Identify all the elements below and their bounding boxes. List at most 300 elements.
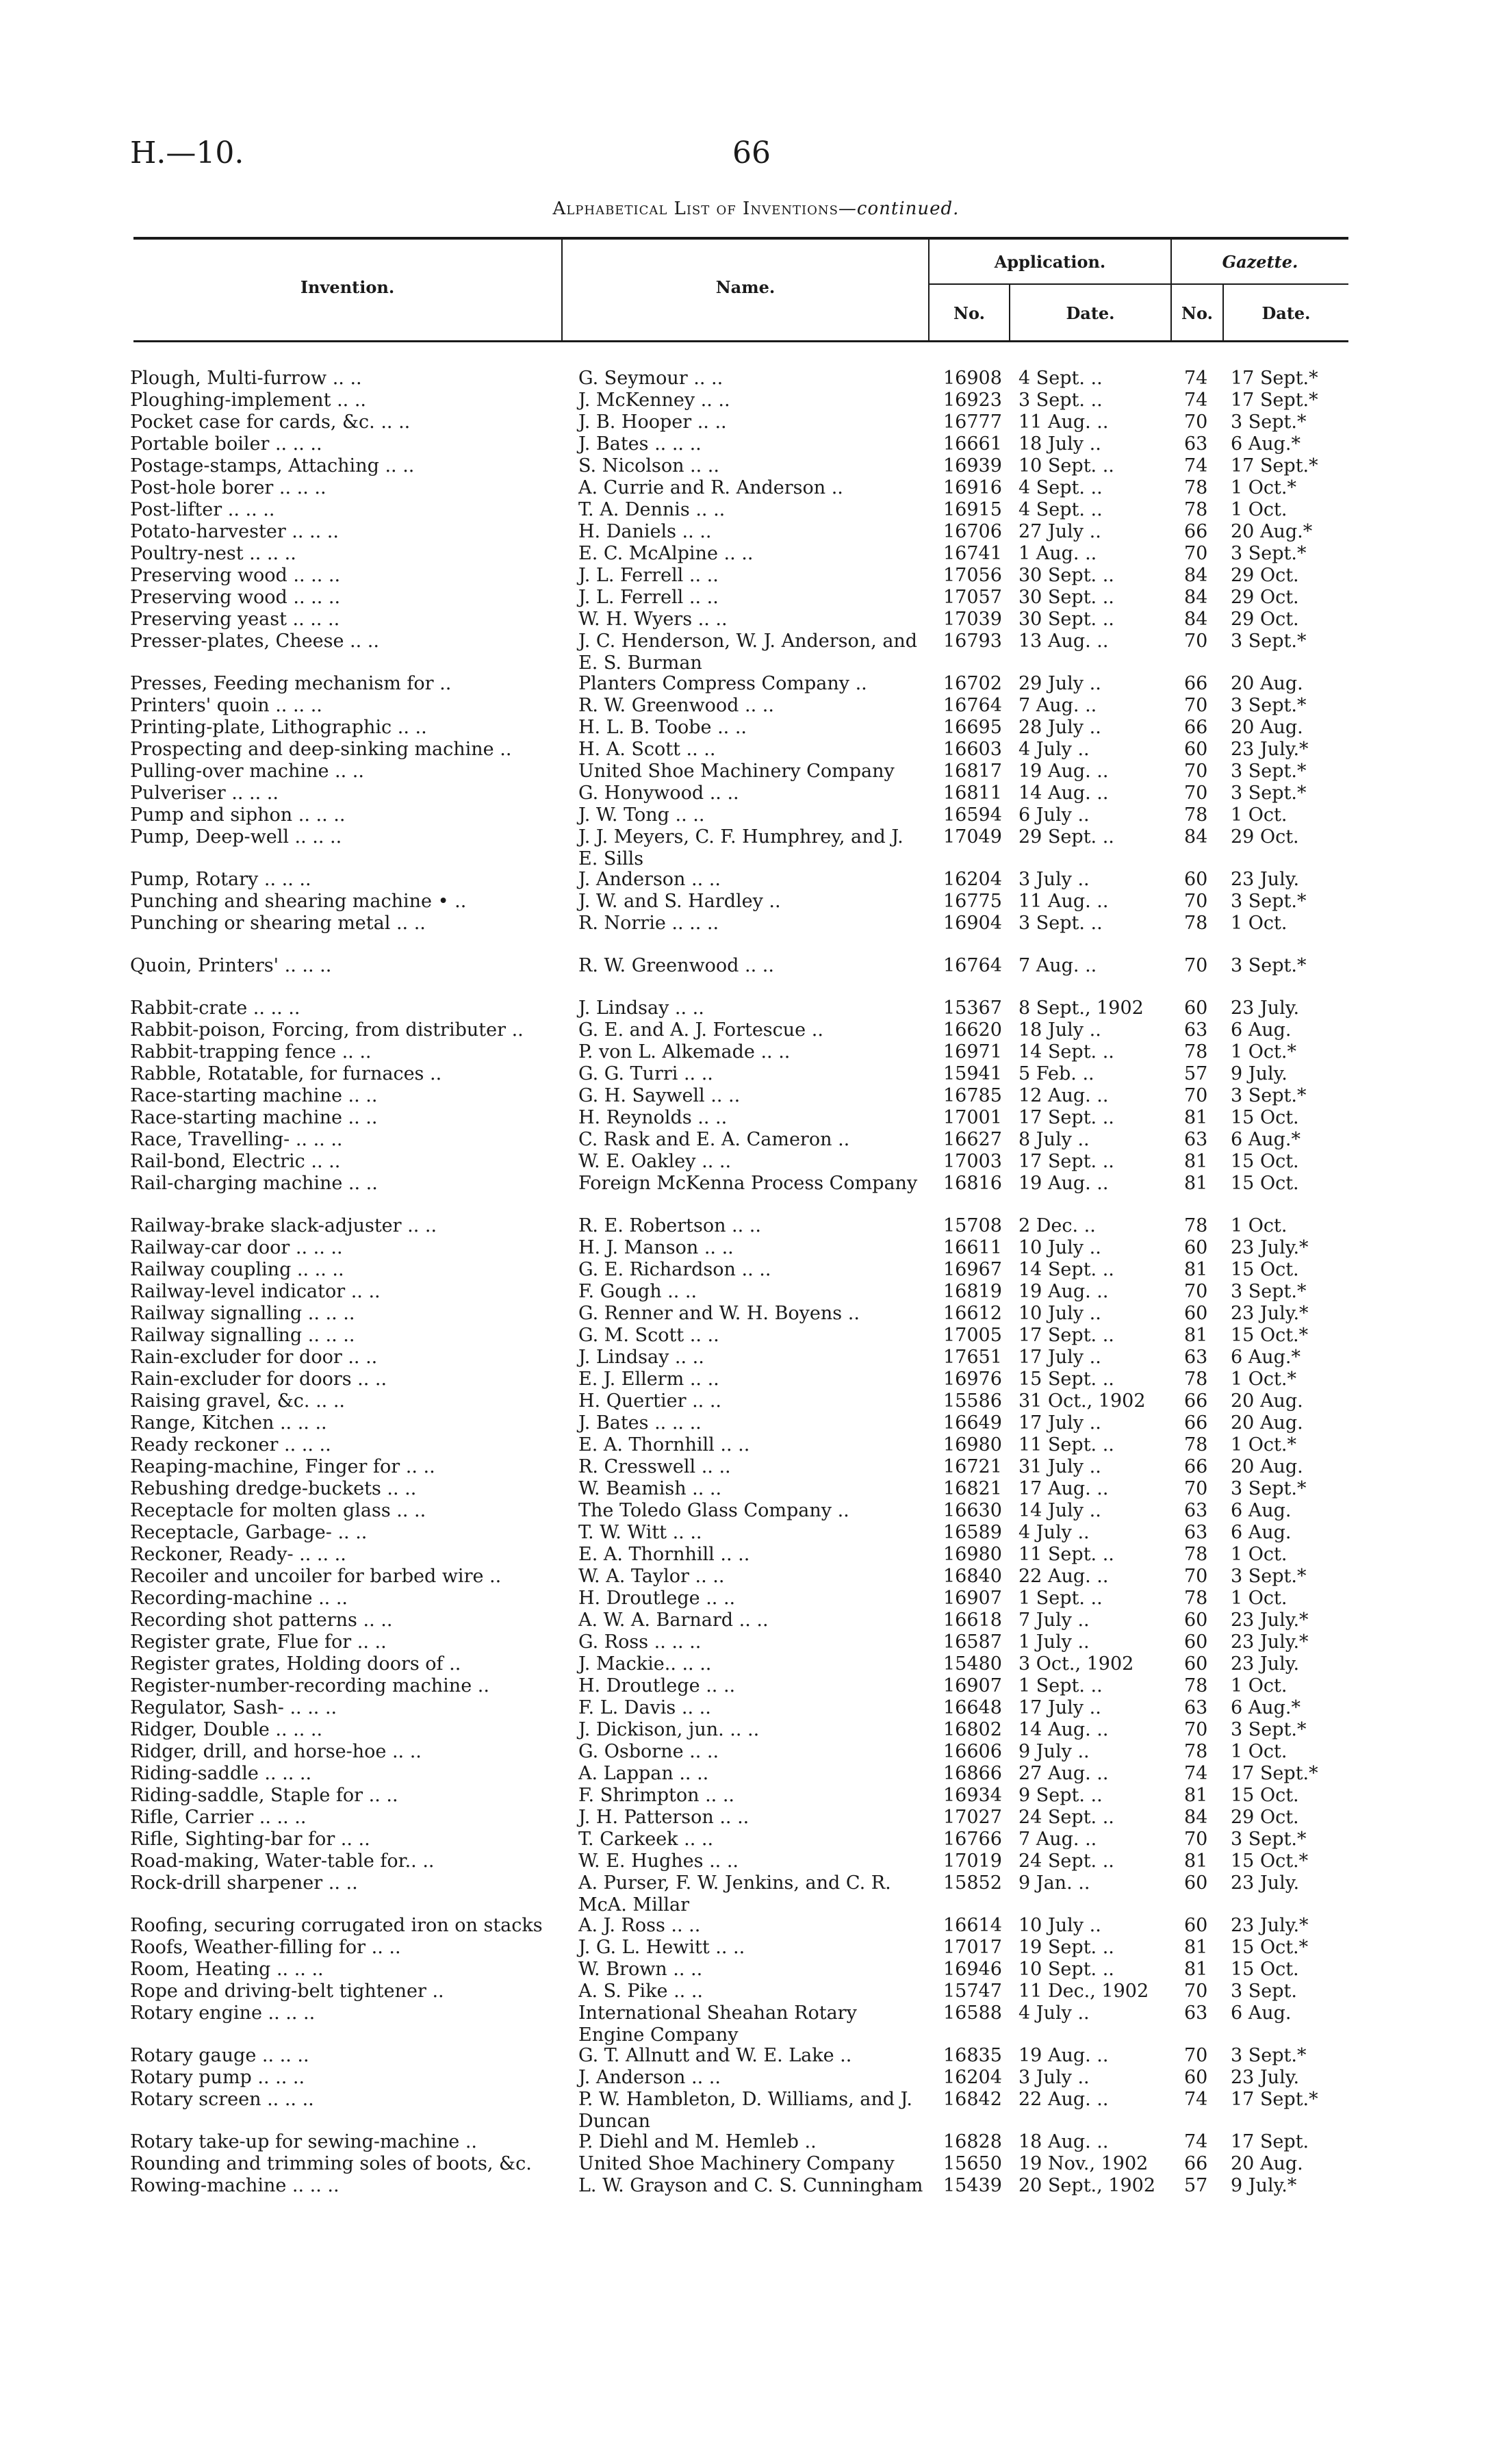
application-date-cell: 1 July ..	[1018, 1631, 1090, 1653]
invention-cell: Race, Travelling- .. .. ..	[130, 1129, 343, 1150]
application-no-cell: 16204	[943, 869, 1002, 890]
application-date-cell: 9 Jan. ..	[1018, 1872, 1090, 1894]
name-cell: A. Currie and R. Anderson ..	[578, 477, 843, 498]
header-application-no: No.	[953, 303, 985, 323]
table-row	[0, 1981, 1512, 2002]
name-cell: Foreign McKenna Process Company	[578, 1173, 918, 1194]
invention-list	[0, 368, 1512, 2217]
table-row	[0, 1456, 1512, 1478]
name-cell: W. E. Hughes .. ..	[578, 1850, 739, 1872]
application-no-cell: 16866	[943, 1763, 1002, 1784]
gazette-no-cell: 81	[1184, 1151, 1208, 1172]
table-row	[0, 1281, 1512, 1303]
application-no-cell: 16821	[943, 1478, 1002, 1499]
gazette-date-cell: 23 July.*	[1231, 1237, 1309, 1258]
table-row	[0, 761, 1512, 783]
gazette-no-cell: 74	[1184, 390, 1208, 411]
name-cell: H. A. Scott .. ..	[578, 739, 716, 760]
invention-cell: Room, Heating .. .. ..	[130, 1959, 324, 1980]
name-cell: J. Anderson .. ..	[578, 869, 721, 890]
table-row	[0, 826, 1512, 869]
application-date-cell: 2 Dec. ..	[1018, 1215, 1096, 1236]
application-no-cell: 16971	[943, 1041, 1002, 1063]
table-row	[0, 1566, 1512, 1588]
gazette-no-cell: 81	[1184, 1107, 1208, 1128]
application-no-cell: 17049	[943, 826, 1002, 848]
application-date-cell: 19 Aug. ..	[1018, 2045, 1109, 2066]
name-cell: F. Gough .. ..	[578, 1281, 697, 1302]
invention-cell: Recording shot patterns .. ..	[130, 1610, 393, 1631]
application-date-cell: 6 July ..	[1018, 804, 1090, 826]
gazette-date-cell: 1 Oct.	[1231, 1215, 1287, 1236]
table-row	[0, 587, 1512, 609]
application-no-cell: 17039	[943, 609, 1002, 630]
gazette-date-cell: 23 July.*	[1231, 1303, 1309, 1324]
name-cell: G. E. Richardson .. ..	[578, 1259, 771, 1280]
table-row	[0, 499, 1512, 521]
application-date-cell: 3 Sept. ..	[1018, 390, 1103, 411]
name-cell: J. Mackie.. .. ..	[578, 1653, 712, 1675]
name-cell: T. W. Witt .. ..	[578, 1522, 702, 1543]
gazette-no-cell: 81	[1184, 1259, 1208, 1280]
name-cell: H. Droutlege .. ..	[578, 1588, 736, 1609]
application-date-cell: 17 Sept. ..	[1018, 1107, 1114, 1128]
invention-cell: Rotary screen .. .. ..	[130, 2089, 314, 2110]
gazette-date-cell: 29 Oct.	[1231, 1807, 1299, 1828]
application-date-cell: 9 July ..	[1018, 1741, 1090, 1762]
gazette-date-cell: 1 Oct.	[1231, 913, 1287, 934]
gazette-no-cell: 63	[1184, 1522, 1208, 1543]
invention-cell: Preserving yeast .. .. ..	[130, 609, 340, 630]
gazette-date-cell: 15 Oct.*	[1231, 1325, 1309, 1346]
application-date-cell: 7 July ..	[1018, 1610, 1090, 1631]
gazette-date-cell: 29 Oct.	[1231, 565, 1299, 586]
table-row	[0, 411, 1512, 433]
table-row	[0, 1215, 1512, 1237]
gazette-no-cell: 70	[1184, 1281, 1208, 1302]
table-row	[0, 1151, 1512, 1173]
header-bottom-rule	[133, 340, 1348, 342]
gazette-no-cell: 70	[1184, 1981, 1208, 2002]
application-date-cell: 3 July ..	[1018, 869, 1090, 890]
table-row	[0, 2175, 1512, 2217]
header-application: Application.	[994, 252, 1106, 272]
gazette-no-cell: 74	[1184, 368, 1208, 389]
gazette-no-cell: 60	[1184, 1303, 1208, 1324]
gazette-no-cell: 66	[1184, 673, 1208, 694]
gazette-date-cell: 15 Oct.	[1231, 1785, 1299, 1806]
application-no-cell: 16835	[943, 2045, 1002, 2066]
application-date-cell: 10 July ..	[1018, 1915, 1101, 1936]
gazette-date-cell: 20 Aug.	[1231, 1456, 1303, 1477]
application-date-cell: 20 Sept., 1902	[1018, 2175, 1156, 2196]
name-cell: A. Lappan .. ..	[578, 1763, 709, 1784]
application-date-cell: 27 Aug. ..	[1018, 1763, 1109, 1784]
invention-cell: Presses, Feeding mechanism for ..	[130, 673, 452, 694]
name-cell: R. W. Greenwood .. ..	[578, 695, 774, 716]
application-gazette-subrule	[928, 283, 1348, 285]
header-invention: Invention.	[300, 277, 395, 297]
gazette-no-cell: 70	[1184, 955, 1208, 976]
gazette-no-cell: 63	[1184, 433, 1208, 455]
application-date-cell: 4 Sept. ..	[1018, 368, 1103, 389]
gazette-date-cell: 23 July.	[1231, 2067, 1300, 2088]
gazette-no-cell: 60	[1184, 1631, 1208, 1653]
gazette-no-cell: 84	[1184, 1807, 1208, 1828]
gazette-date-cell: 15 Oct.	[1231, 1151, 1299, 1172]
table-row	[0, 1019, 1512, 1041]
application-date-cell: 19 Nov., 1902	[1018, 2153, 1149, 2174]
name-cell: E. C. McAlpine .. ..	[578, 543, 754, 564]
application-date-cell: 4 July ..	[1018, 2002, 1090, 2024]
application-date-cell: 17 Sept. ..	[1018, 1151, 1114, 1172]
gazette-no-cell: 70	[1184, 1085, 1208, 1106]
invention-cell: Rifle, Sighting-bar for .. ..	[130, 1829, 370, 1850]
gazette-date-cell: 17 Sept.*	[1231, 2089, 1318, 2110]
application-date-cell: 1 Aug. ..	[1018, 543, 1097, 564]
name-cell: J. Bates .. .. ..	[578, 433, 702, 455]
name-cell: E. A. Thornhill .. ..	[578, 1434, 750, 1455]
invention-cell: Ploughing-implement .. ..	[130, 390, 367, 411]
table-row	[0, 1807, 1512, 1829]
gazette-no-cell: 78	[1184, 477, 1208, 498]
table-row	[0, 1173, 1512, 1215]
name-cell: R. Cresswell .. ..	[578, 1456, 731, 1477]
gazette-no-cell: 66	[1184, 2153, 1208, 2174]
gazette-no-cell: 84	[1184, 609, 1208, 630]
table-row	[0, 1741, 1512, 1763]
name-cell: J. W. and S. Hardley ..	[578, 891, 781, 912]
application-date-cell: 17 July ..	[1018, 1412, 1101, 1434]
invention-cell: Preserving wood .. .. ..	[130, 587, 341, 608]
application-date-cell: 17 Aug. ..	[1018, 1478, 1109, 1499]
application-date-cell: 4 Sept. ..	[1018, 477, 1103, 498]
table-row	[0, 631, 1512, 673]
gazette-no-cell: 74	[1184, 1763, 1208, 1784]
gazette-no-cell: 74	[1184, 2131, 1208, 2152]
name-cell: J. McKenney .. ..	[578, 390, 730, 411]
gazette-no-cell: 78	[1184, 1041, 1208, 1063]
gazette-date-cell: 6 Aug.	[1231, 2002, 1292, 2024]
application-no-cell: 16204	[943, 2067, 1002, 2088]
gazette-date-cell: 3 Sept.*	[1231, 2045, 1307, 2066]
gazette-date-cell: 20 Aug.	[1231, 1412, 1303, 1434]
gazette-date-cell: 1 Oct.	[1231, 1544, 1287, 1565]
application-no-cell: 15439	[943, 2175, 1002, 2196]
gazette-no-cell: 63	[1184, 1500, 1208, 1521]
name-cell: G. M. Scott .. ..	[578, 1325, 719, 1346]
application-date-cell: 17 Sept. ..	[1018, 1325, 1114, 1346]
table-row	[0, 1259, 1512, 1281]
gazette-no-cell: 78	[1184, 1741, 1208, 1762]
invention-cell: Punching and shearing machine • ..	[130, 891, 467, 912]
gazette-date-cell: 15 Oct.	[1231, 1959, 1299, 1980]
application-no-cell: 16907	[943, 1588, 1002, 1609]
table-row	[0, 891, 1512, 913]
name-cell: J. L. Ferrell .. ..	[578, 587, 719, 608]
table-row	[0, 1390, 1512, 1412]
gazette-date-cell: 23 July.	[1231, 1653, 1300, 1675]
application-no-cell: 16766	[943, 1829, 1002, 1850]
table-row	[0, 717, 1512, 739]
application-date-cell: 5 Feb. ..	[1018, 1063, 1094, 1084]
gazette-no-cell: 81	[1184, 1785, 1208, 1806]
invention-cell: Railway-car door .. .. ..	[130, 1237, 343, 1258]
application-no-cell: 16908	[943, 368, 1002, 389]
header-gazette-date: Date.	[1261, 303, 1311, 323]
invention-cell: Pocket case for cards, &c. .. ..	[130, 411, 411, 433]
gazette-date-cell: 15 Oct.*	[1231, 1937, 1309, 1958]
application-no-cell: 17005	[943, 1325, 1002, 1346]
invention-cell: Roofing, securing corrugated iron on stacks	[130, 1915, 543, 1936]
name-cell: H. Quertier .. ..	[578, 1390, 721, 1412]
table-row	[0, 2045, 1512, 2067]
name-cell: United Shoe Machinery Company	[578, 2153, 895, 2174]
name-cell: United Shoe Machinery Company	[578, 761, 895, 782]
gazette-date-cell: 6 Aug.*	[1231, 1129, 1301, 1150]
application-no-cell: 15367	[943, 997, 1002, 1019]
application-date-cell: 17 July ..	[1018, 1347, 1101, 1368]
invention-cell: Receptacle, Garbage- .. ..	[130, 1522, 368, 1543]
table-row	[0, 869, 1512, 891]
gazette-no-cell: 74	[1184, 455, 1208, 476]
table-row	[0, 1325, 1512, 1347]
application-no-cell: 16603	[943, 739, 1002, 760]
invention-cell: Rotary pump .. .. ..	[130, 2067, 305, 2088]
application-date-cell: 15 Sept. ..	[1018, 1369, 1114, 1390]
name-cell: C. Rask and E. A. Cameron ..	[578, 1129, 850, 1150]
gazette-no-cell: 78	[1184, 1675, 1208, 1696]
application-no-cell: 16702	[943, 673, 1002, 694]
invention-cell: Race-starting machine .. ..	[130, 1085, 378, 1106]
name-cell: R. E. Robertson .. ..	[578, 1215, 761, 1236]
invention-cell: Rabbit-trapping fence .. ..	[130, 1041, 372, 1063]
name-cell: H. Reynolds .. ..	[578, 1107, 728, 1128]
application-no-cell: 16907	[943, 1675, 1002, 1696]
name-cell: W. E. Oakley .. ..	[578, 1151, 732, 1172]
table-row	[0, 2002, 1512, 2045]
gazette-date-cell: 23 July.*	[1231, 1631, 1309, 1653]
name-cell: R. W. Greenwood .. ..	[578, 955, 774, 976]
application-no-cell: 16589	[943, 1522, 1002, 1543]
application-date-cell: 10 July ..	[1018, 1303, 1101, 1324]
application-date-cell: 18 Aug. ..	[1018, 2131, 1109, 2152]
application-no-cell: 16618	[943, 1610, 1002, 1631]
gazette-date-cell: 23 July.*	[1231, 1610, 1309, 1631]
gazette-no-cell: 66	[1184, 1390, 1208, 1412]
invention-cell: Pump and siphon .. .. ..	[130, 804, 346, 826]
application-no-cell: 16695	[943, 717, 1002, 738]
application-no-cell: 17003	[943, 1151, 1002, 1172]
name-cell: S. Nicolson .. ..	[578, 455, 719, 476]
name-cell: T. A. Dennis .. ..	[578, 499, 726, 520]
gazette-no-cell: 78	[1184, 913, 1208, 934]
table-row	[0, 1697, 1512, 1719]
gazette-no-cell: 70	[1184, 2045, 1208, 2066]
name-cell: J. L. Ferrell .. ..	[578, 565, 719, 586]
gazette-no-cell: 74	[1184, 2089, 1208, 2110]
application-no-cell: 15852	[943, 1872, 1002, 1894]
application-no-cell: 16648	[943, 1697, 1002, 1718]
gazette-date-cell: 6 Aug.	[1231, 1522, 1292, 1543]
table-row	[0, 1959, 1512, 1981]
application-date-cell: 11 Dec., 1902	[1018, 1981, 1149, 2002]
gazette-no-cell: 57	[1184, 1063, 1208, 1084]
name-cell: J. Bates .. .. ..	[578, 1412, 702, 1434]
gazette-date-cell: 1 Oct.	[1231, 1741, 1287, 1762]
name-cell: W. Beamish .. ..	[578, 1478, 722, 1499]
application-date-cell: 29 July ..	[1018, 673, 1101, 694]
gazette-date-cell: 20 Aug.	[1231, 2153, 1303, 2174]
gazette-no-cell: 78	[1184, 1544, 1208, 1565]
gazette-date-cell: 1 Oct.	[1231, 1675, 1287, 1696]
gazette-no-cell: 60	[1184, 1653, 1208, 1675]
gazette-date-cell: 3 Sept.*	[1231, 761, 1307, 782]
invention-cell: Ridger, Double .. .. ..	[130, 1719, 323, 1740]
invention-cell: Postage-stamps, Attaching .. ..	[130, 455, 415, 476]
table-row	[0, 1107, 1512, 1129]
application-no-cell: 17017	[943, 1937, 1002, 1958]
application-date-cell: 11 Aug. ..	[1018, 411, 1109, 433]
gazette-date-cell: 17 Sept.*	[1231, 390, 1318, 411]
gazette-date-cell: 15 Oct.	[1231, 1107, 1299, 1128]
application-no-cell: 15747	[943, 1981, 1002, 2002]
application-no-cell: 16816	[943, 1173, 1002, 1194]
gazette-no-cell: 70	[1184, 695, 1208, 716]
application-date-cell: 3 Oct., 1902	[1018, 1653, 1134, 1675]
gazette-no-cell: 81	[1184, 1173, 1208, 1194]
gazette-date-cell: 23 July.	[1231, 997, 1300, 1019]
invention-cell: Register grate, Flue for .. ..	[130, 1631, 387, 1653]
name-cell: F. L. Davis .. ..	[578, 1697, 711, 1718]
table-row	[0, 1631, 1512, 1653]
gazette-date-cell: 6 Aug.	[1231, 1500, 1292, 1521]
application-date-cell: 14 Aug. ..	[1018, 783, 1109, 804]
invention-cell: Railway-brake slack-adjuster .. ..	[130, 1215, 437, 1236]
invention-cell: Rail-charging machine .. ..	[130, 1173, 378, 1194]
gazette-date-cell: 3 Sept.*	[1231, 1281, 1307, 1302]
table-row	[0, 1412, 1512, 1434]
name-cell: A. Purser, F. W. Jenkins, and C. R. McA. Millar	[578, 1872, 891, 1916]
table-row	[0, 1085, 1512, 1107]
application-date-cell: 10 Sept. ..	[1018, 1959, 1114, 1980]
application-date-cell: 18 July ..	[1018, 433, 1101, 455]
gazette-date-cell: 15 Oct.	[1231, 1173, 1299, 1194]
invention-cell: Rotary engine .. .. ..	[130, 2002, 316, 2024]
invention-cell: Pump, Deep-well .. .. ..	[130, 826, 342, 848]
application-no-cell: 16611	[943, 1237, 1002, 1258]
gazette-no-cell: 81	[1184, 1325, 1208, 1346]
gazette-date-cell: 1 Oct.	[1231, 804, 1287, 826]
name-cell: A. J. Ross .. ..	[578, 1915, 701, 1936]
invention-cell: Riding-saddle, Staple for .. ..	[130, 1785, 398, 1806]
application-no-cell: 17057	[943, 587, 1002, 608]
invention-cell: Rabble, Rotatable, for furnaces ..	[130, 1063, 442, 1084]
gazette-no-cell: 81	[1184, 1959, 1208, 1980]
invention-cell: Preserving wood .. .. ..	[130, 565, 341, 586]
page-title	[0, 199, 1512, 219]
application-no-cell: 16802	[943, 1719, 1002, 1740]
application-no-cell: 16976	[943, 1369, 1002, 1390]
gazette-no-cell: 70	[1184, 891, 1208, 912]
table-row	[0, 390, 1512, 411]
gazette-no-cell: 81	[1184, 1850, 1208, 1872]
application-date-cell: 7 Aug. ..	[1018, 1829, 1097, 1850]
table-row	[0, 455, 1512, 477]
gazette-date-cell: 3 Sept.*	[1231, 695, 1307, 716]
gazette-date-cell: 20 Aug.	[1231, 1390, 1303, 1412]
application-date-cell: 12 Aug. ..	[1018, 1085, 1109, 1106]
table-row	[0, 2067, 1512, 2089]
table-row	[0, 565, 1512, 587]
table-row	[0, 2131, 1512, 2153]
name-cell: H. Droutlege .. ..	[578, 1675, 736, 1696]
name-cell: Planters Compress Company ..	[578, 673, 867, 694]
application-no-cell: 16967	[943, 1259, 1002, 1280]
application-date-cell: 18 July ..	[1018, 1019, 1101, 1041]
name-cell: J. Lindsay .. ..	[578, 1347, 704, 1368]
gazette-no-cell: 60	[1184, 1610, 1208, 1631]
gazette-date-cell: 3 Sept.*	[1231, 1478, 1307, 1499]
table-row	[0, 433, 1512, 455]
gazette-no-cell: 60	[1184, 997, 1208, 1019]
header-gazette: Gazette.	[1222, 252, 1298, 272]
application-no-cell: 16606	[943, 1741, 1002, 1762]
name-cell: W. Brown .. ..	[578, 1959, 703, 1980]
invention-cell: Reckoner, Ready- .. .. ..	[130, 1544, 346, 1565]
gazette-date-cell: 29 Oct.	[1231, 609, 1299, 630]
application-no-cell: 16620	[943, 1019, 1002, 1041]
table-row	[0, 1937, 1512, 1959]
title-suffix: —continued.	[838, 199, 960, 219]
table-row	[0, 521, 1512, 543]
application-date-cell: 13 Aug. ..	[1018, 631, 1109, 652]
name-cell: G. G. Turri .. ..	[578, 1063, 713, 1084]
title-text: Alphabetical List of Inventions	[552, 199, 838, 219]
name-cell: W. A. Taylor .. ..	[578, 1566, 725, 1587]
gazette-date-cell: 20 Aug.	[1231, 673, 1303, 694]
application-date-cell: 10 July ..	[1018, 1237, 1101, 1258]
name-cell: J. G. L. Hewitt .. ..	[578, 1937, 745, 1958]
table-row	[0, 1369, 1512, 1390]
application-date-cell: 7 Aug. ..	[1018, 955, 1097, 976]
invention-cell: Pulling-over machine .. ..	[130, 761, 364, 782]
gazette-date-cell: 20 Aug.	[1231, 717, 1303, 738]
gazette-date-cell: 3 Sept.*	[1231, 1829, 1307, 1850]
application-date-cell: 9 Sept. ..	[1018, 1785, 1103, 1806]
gazette-date-cell: 15 Oct.	[1231, 1259, 1299, 1280]
table-row	[0, 1785, 1512, 1807]
name-cell: P. W. Hambleton, D. Williams, and J. Duncan	[578, 2089, 912, 2132]
invention-cell: Recoiler and uncoiler for barbed wire ..	[130, 1566, 502, 1587]
name-cell: A. S. Pike .. ..	[578, 1981, 703, 2002]
gazette-no-cell: 70	[1184, 783, 1208, 804]
gazette-no-cell: 81	[1184, 1937, 1208, 1958]
gazette-no-cell: 57	[1184, 2175, 1208, 2196]
table-row	[0, 2153, 1512, 2175]
application-no-cell: 16741	[943, 543, 1002, 564]
application-date-cell: 31 July ..	[1018, 1456, 1101, 1477]
name-cell: H. J. Manson .. ..	[578, 1237, 734, 1258]
table-row	[0, 804, 1512, 826]
header-name: Name.	[715, 277, 776, 297]
name-cell: G. E. and A. J. Fortescue ..	[578, 1019, 823, 1041]
invention-cell: Rain-excluder for doors .. ..	[130, 1369, 387, 1390]
name-cell: G. Seymour .. ..	[578, 368, 723, 389]
gazette-no-cell: 63	[1184, 1347, 1208, 1368]
application-no-cell: 16840	[943, 1566, 1002, 1587]
application-no-cell: 15708	[943, 1215, 1002, 1236]
